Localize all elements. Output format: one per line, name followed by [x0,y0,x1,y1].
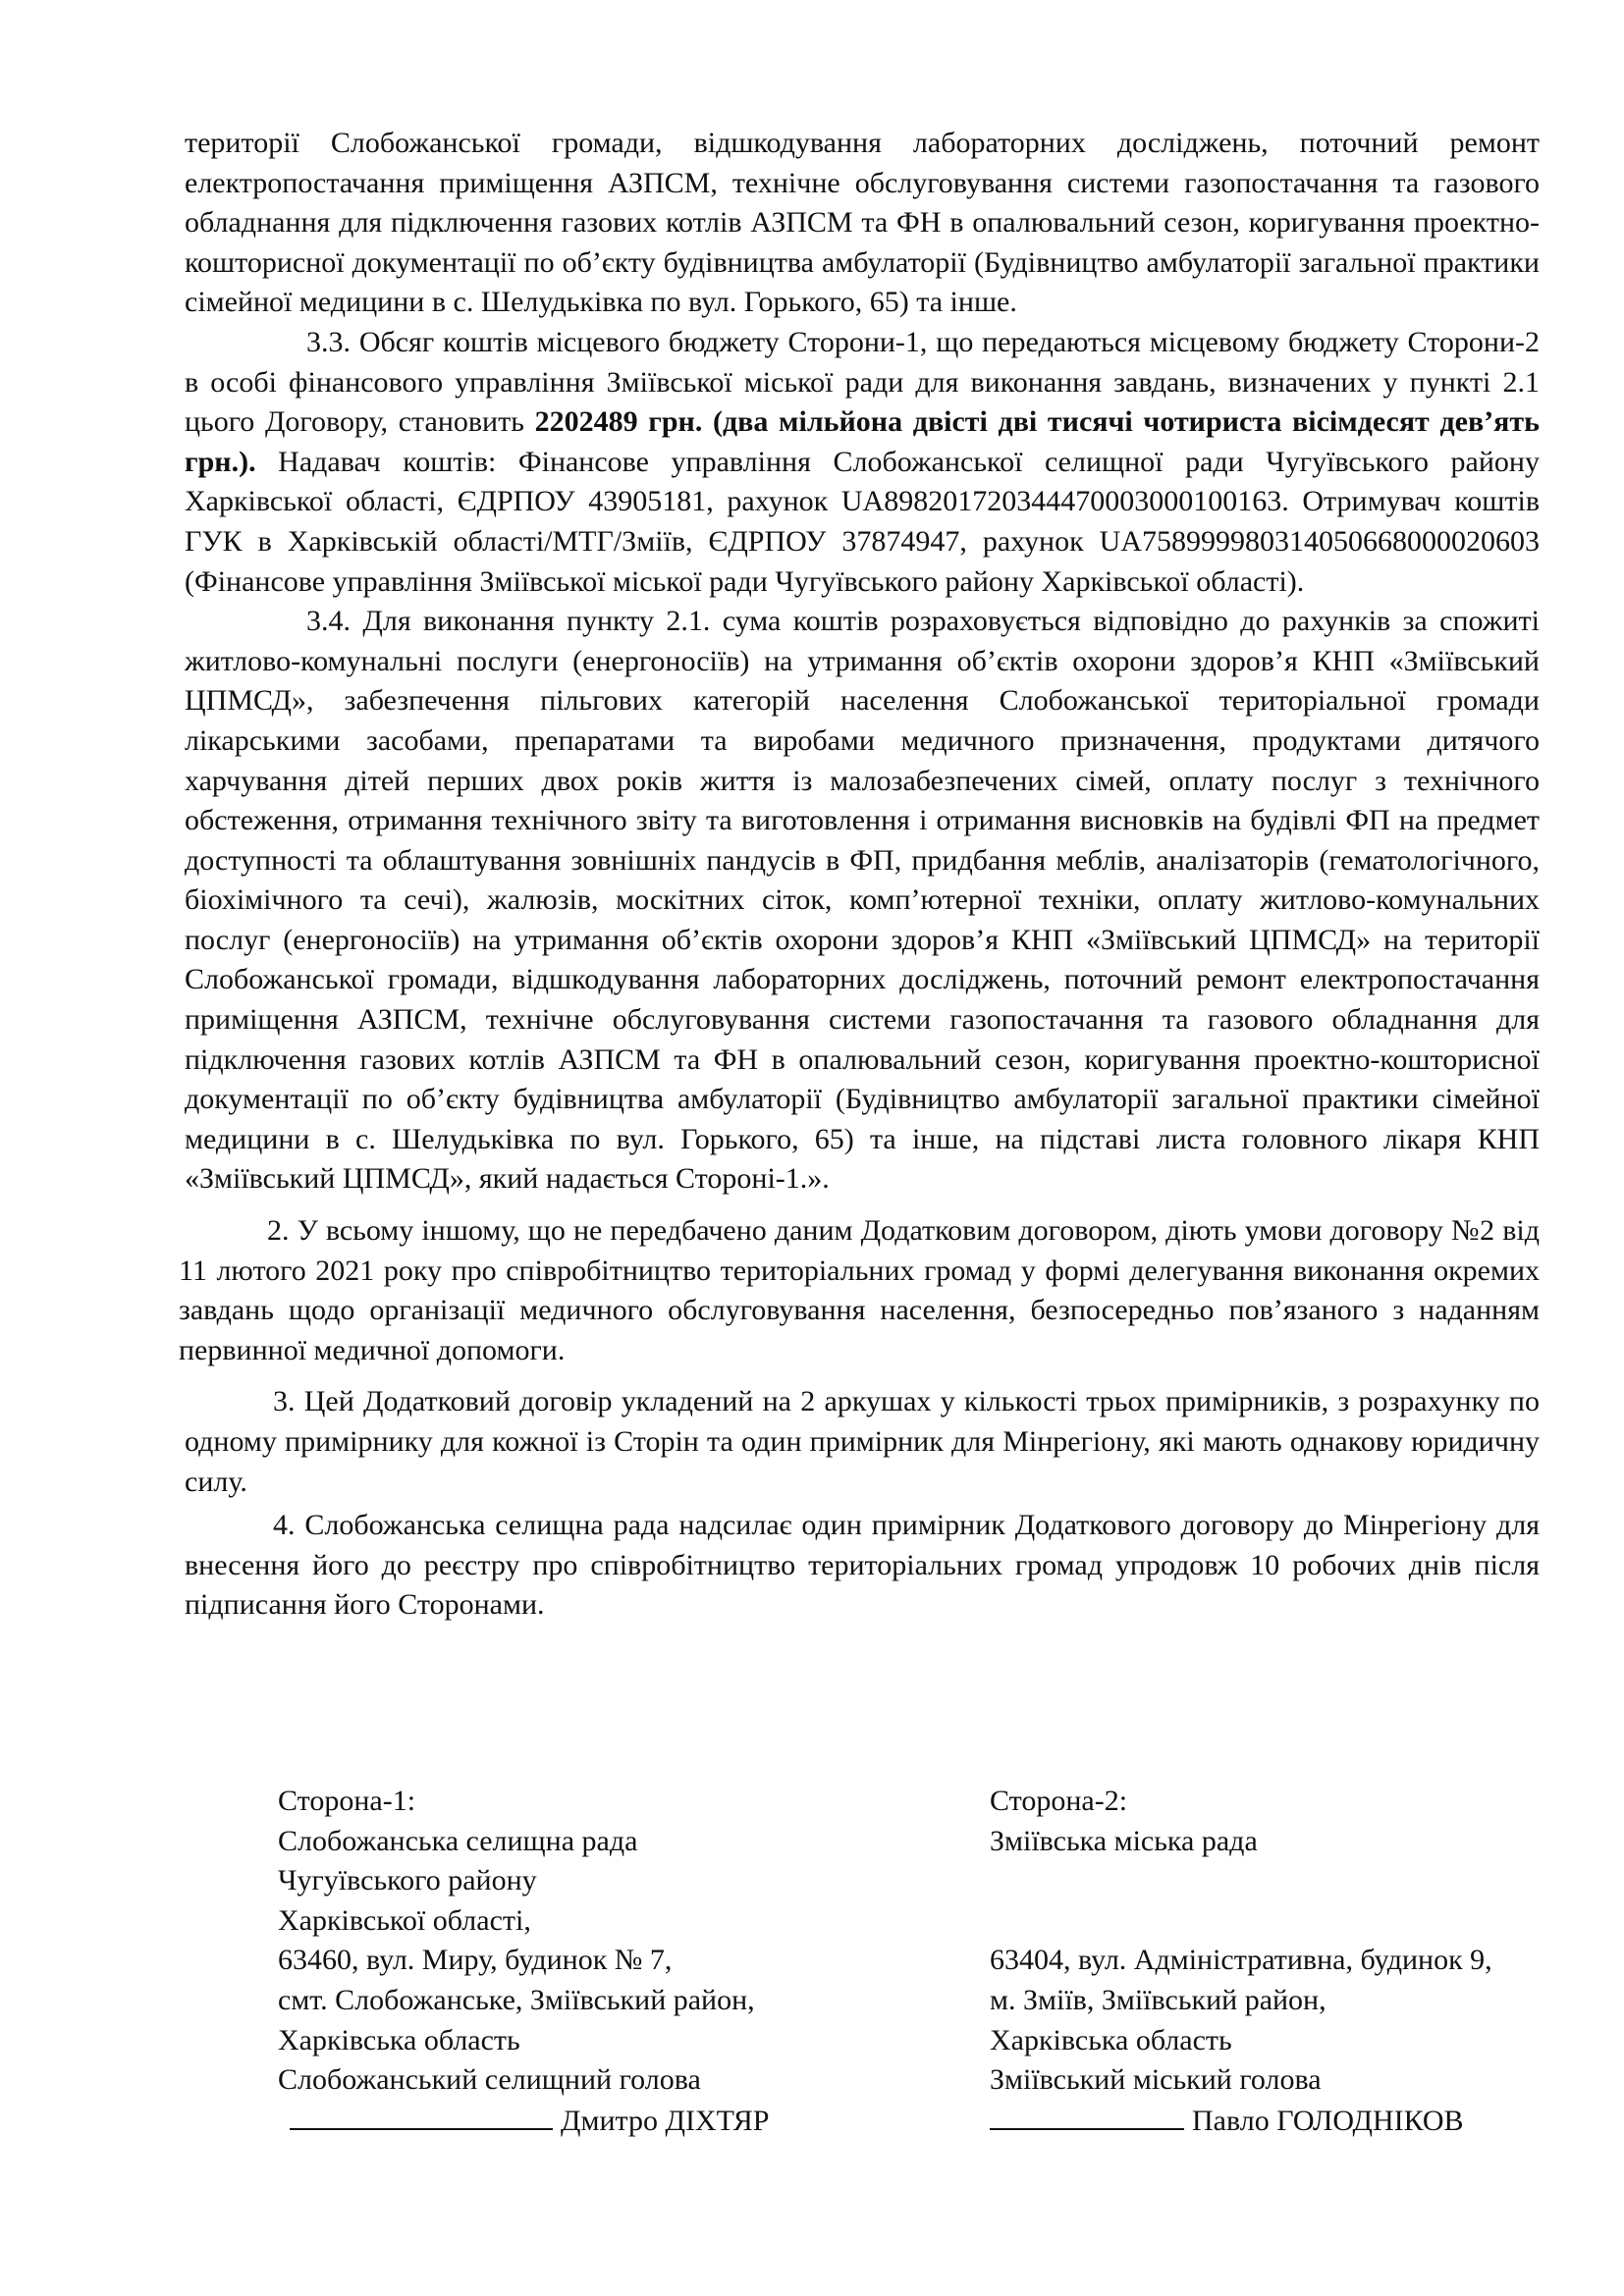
party-1-address-line-1: 63460, вул. Миру, будинок № 7, [278,1944,673,1977]
party-2-signatory: Павло ГОЛОДНІКОВ [1192,2104,1464,2137]
paragraph-continuation: території Слобожанської громади, відшкодування лабораторних досліджень, поточний ремонт електропостачання приміщення АЗПСМ, технічне обслуговування системи газопостачання та газового обладнання для підключення газових котлів АЗПСМ та ФН в опалювальний сезон, коригування проектно-кошторисної документації по об’єкту будівництва амбулаторії (Будівництво амбулаторії загальної практики сімейної медицини в с. Шелудьківка по вул. Горького, 65) та інше. [185,127,1540,319]
party-1-heading: Сторона-1: [278,1785,416,1817]
party-1-signature-line [290,2101,553,2130]
party-2-spacer-2 [990,1901,1492,1942]
party-1-name-line-3: Харківської області, [278,1903,531,1937]
paragraph-4: 4. Слобожанська селищна рада надсилає один примірник Додаткового договору до Мінрегіону для внесення його до реєстру про співробітництво територіальних громад упродовж 10 робочих днів після підписання його Сторонами. [185,1509,1540,1622]
party-2-column [990,1782,1492,2140]
party-2-signature-line [990,2101,1184,2130]
contract-body [179,124,1540,1626]
party-2-spacer-1 [990,1861,1492,1901]
paragraph-3: 3. Цей Додатковий договір укладений на 2 аркушах у кількості трьох примірників, з розрахунку по одному примірнику для кожної із Сторін та один примірник для Мінрегіону, які мають однакову юридичну силу. [185,1385,1540,1498]
party-1-region: Харківська область [278,2023,520,2056]
paragraph-3-3 [185,323,1540,602]
party-2-region: Харківська область [990,2023,1232,2056]
paragraph-2: 2. У всьому іншому, що не передбачено даним Додатковим договором, діють умови договору №2 від 11 лютого 2021 року про співробітництво територіальних громад у формі делегування виконання окремих завдань щодо організації медичного обслуговування населення, безпосередньо пов’язаного з наданням первинної медичної допомоги. [179,1214,1540,1366]
party-1-name-line-1: Слобожанська селищна рада [278,1824,638,1857]
party-2-position: Зміївський міський голова [990,2063,1322,2097]
paragraph-3-3-details: Надавач коштів: Фінансове управління Слобожанської селищної ради Чугуївського району Харківської області, ЄДРПОУ 43905181, рахунок UA898201720344470003000100163. Отримувач коштів ГУК в Харківській області/МТГ/Зміїв, ЄДРПОУ 37874947, рахунок UA758999980314050668000020603 (Фінансове управління Зміївської міської ради Чугуївського району Харківської області). [185,445,1540,598]
party-2-name-line-1: Зміївська міська рада [990,1824,1258,1857]
party-1-signatory: Дмитро ДІХТЯР [561,2104,770,2137]
party-1-position: Слобожанський селищний голова [278,2063,701,2097]
party-1-name-line-2: Чугуївського району [278,1864,537,1897]
party-2-signature-row [990,2101,1492,2141]
party-1-address-line-2: смт. Слобожанське, Зміївський район, [278,1983,755,2016]
paragraph-3-4: 3.4. Для виконання пункту 2.1. сума коштів розраховується відповідно до рахунків за спожиті житлово-комунальні послуги (енергоносіїв) на утримання об’єктів охорони здоров’я КНП «Зміївський ЦПМСД», забезпечення пільгових категорій населення Слобожанської територіальної громади лікарськими засобами, препаратами та виробами медичного призначення, продуктами дитячого харчування дітей перших двох років життя із малозабезпечених сімей, оплату послуг з технічного обстеження, отримання технічного звіту та виготовлення і отримання висновків на будівлі ФП на предмет доступності та облаштування зовнішніх пандусів в ФП, придбання меблів, аналізаторів (гематологічного, біохімічного та сечі), жалюзів, москітних сіток, комп’ютерної техніки, оплату житлово-комунальних послуг (енергоносіїв) на утримання об’єктів охорони здоров’я КНП «Зміївський ЦПМСД» на території Слобожанської громади, відшкодування лабораторних досліджень, поточний ремонт електропостачання приміщення АЗПСМ, технічне обслуговування системи газопостачання та газового обладнання для підключення газових котлів АЗПСМ та ФН в опалювальний сезон, коригування проектно-кошторисної документації по об’єкту будівництва амбулаторії (Будівництво амбулаторії загальної практики сімейної медицини в с. Шелудьківка по вул. Горького, 65) та інше, на підставі листа головного лікаря КНП «Зміївський ЦПМСД», який надається Стороні-1.». [185,605,1540,1196]
party-1-column [278,1782,769,2140]
paragraph-3-3-text: 3.3. Обсяг коштів місцевого бюджету Сторони-1, що передаються місцевому бюджету Сторони-2 в особі фінансового управління Зміївської міської ради для виконання завдань, визначених у пункті 2.1 цього Договору, становить [185,325,1540,439]
party-2-address-line-1: 63404, вул. Адміністративна, будинок 9, [990,1944,1492,1977]
party-2-address-line-2: м. Зміїв, Зміївський район, [990,1983,1326,2016]
party-1-signature-row [278,2101,769,2141]
party-2-heading: Сторона-2: [990,1785,1128,1817]
amount-bold: 2202489 грн. (два мільйона двісті дві тисячі чотириста вісімдесят дев’ять грн.). [185,405,1540,478]
